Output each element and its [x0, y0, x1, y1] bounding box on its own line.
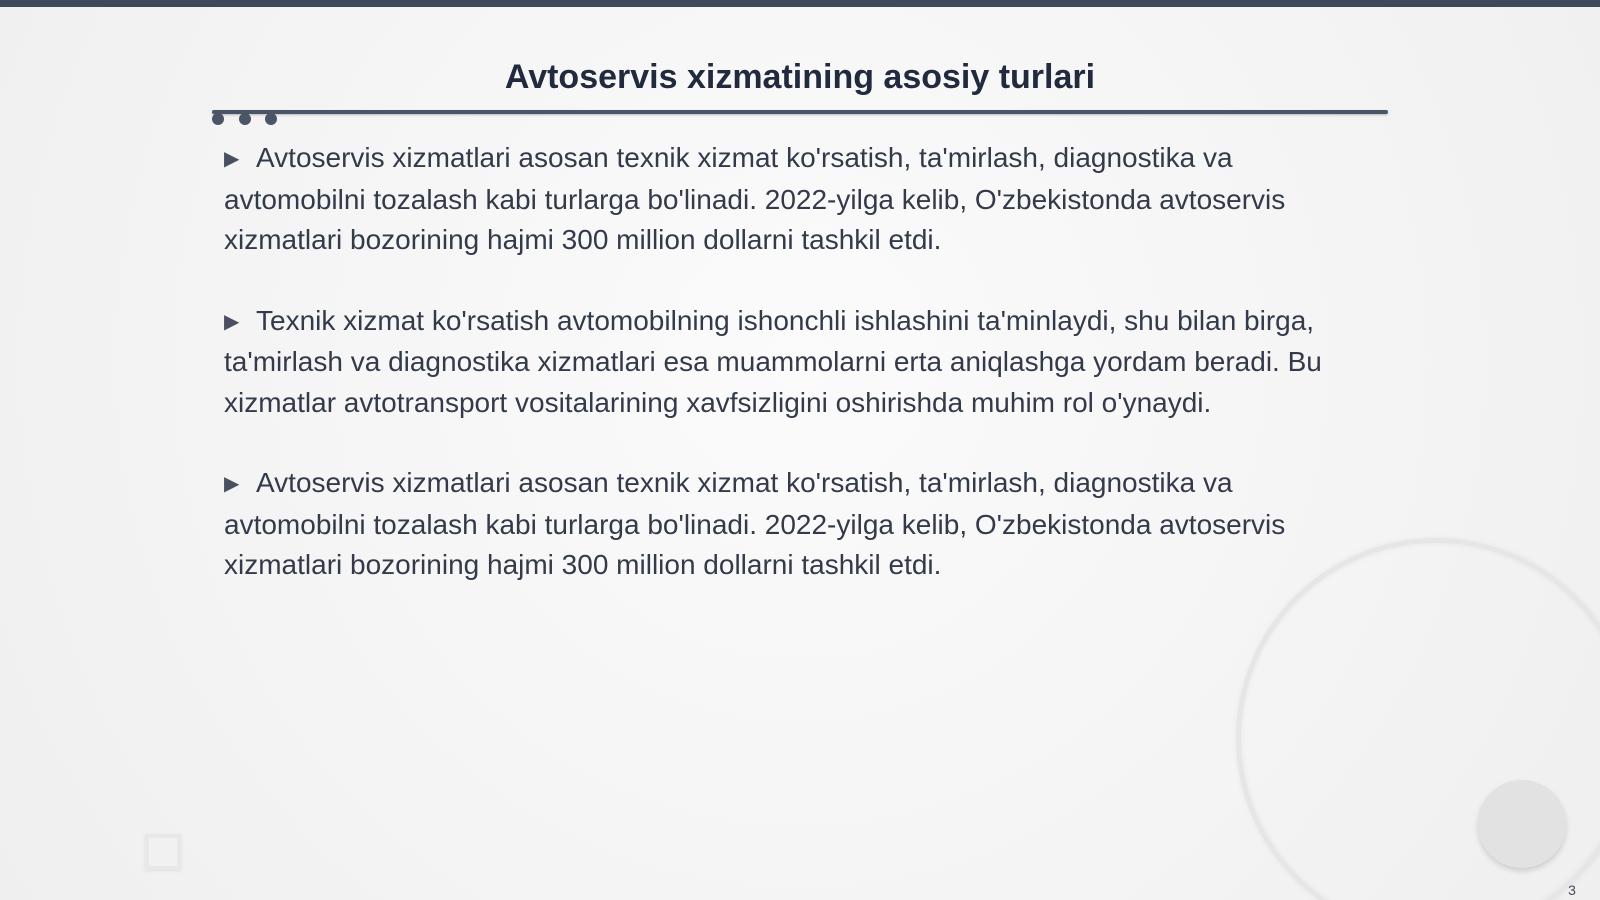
bullet-paragraph	[224, 301, 1374, 424]
decorative-square	[145, 834, 181, 870]
rule-dot-icon	[239, 113, 251, 125]
bullet-paragraph	[224, 463, 1374, 586]
title-underline	[212, 110, 1388, 114]
paragraph-text: Texnik xizmat ko'rsatish avtomobilning ishonchli ishlashini ta'minlaydi, shu bilan birga, ta'mirlash va diagnostika xizmatlari esa muammolarni erta aniqlashga yordam beradi. Bu xizmatlar avtotransport vositalarining xavfsizligini oshirishda muhim rol o'ynaydi.	[224, 304, 1322, 418]
slide-title: Avtoservis xizmatining asosiy turlari	[504, 58, 1096, 96]
paragraph-text: Avtoservis xizmatlari asosan texnik xizmat ko'rsatish, ta'mirlash, diagnostika va avtomobilni tozalash kabi turlarga bo'linadi. 2022-yilga kelib, O'zbekistonda avtoservis xizmatlari bozorining hajmi 300 million dollarni tashkil etdi.	[224, 467, 1286, 580]
rule-dot-icon	[212, 113, 224, 125]
paragraph-text: Avtoservis xizmatlari asosan texnik xizmat ko'rsatish, ta'mirlash, diagnostika va avtomobilni tozalash kabi turlarga bo'linadi. 2022-yilga kelib, O'zbekistonda avtoservis xizmatlari bozorining hajmi 300 million dollarni tashkil etdi.	[224, 142, 1286, 255]
slide-body	[224, 138, 1374, 626]
decorative-circle	[1478, 780, 1566, 868]
triangle-bullet-icon: ▶	[224, 310, 240, 333]
rule-dot-icon	[265, 113, 277, 125]
triangle-bullet-icon: ▶	[224, 473, 240, 495]
page-number: 3	[1568, 882, 1576, 898]
bullet-paragraph	[224, 138, 1374, 261]
triangle-bullet-icon: ▶	[224, 148, 240, 170]
top-accent-bar	[0, 0, 1600, 7]
